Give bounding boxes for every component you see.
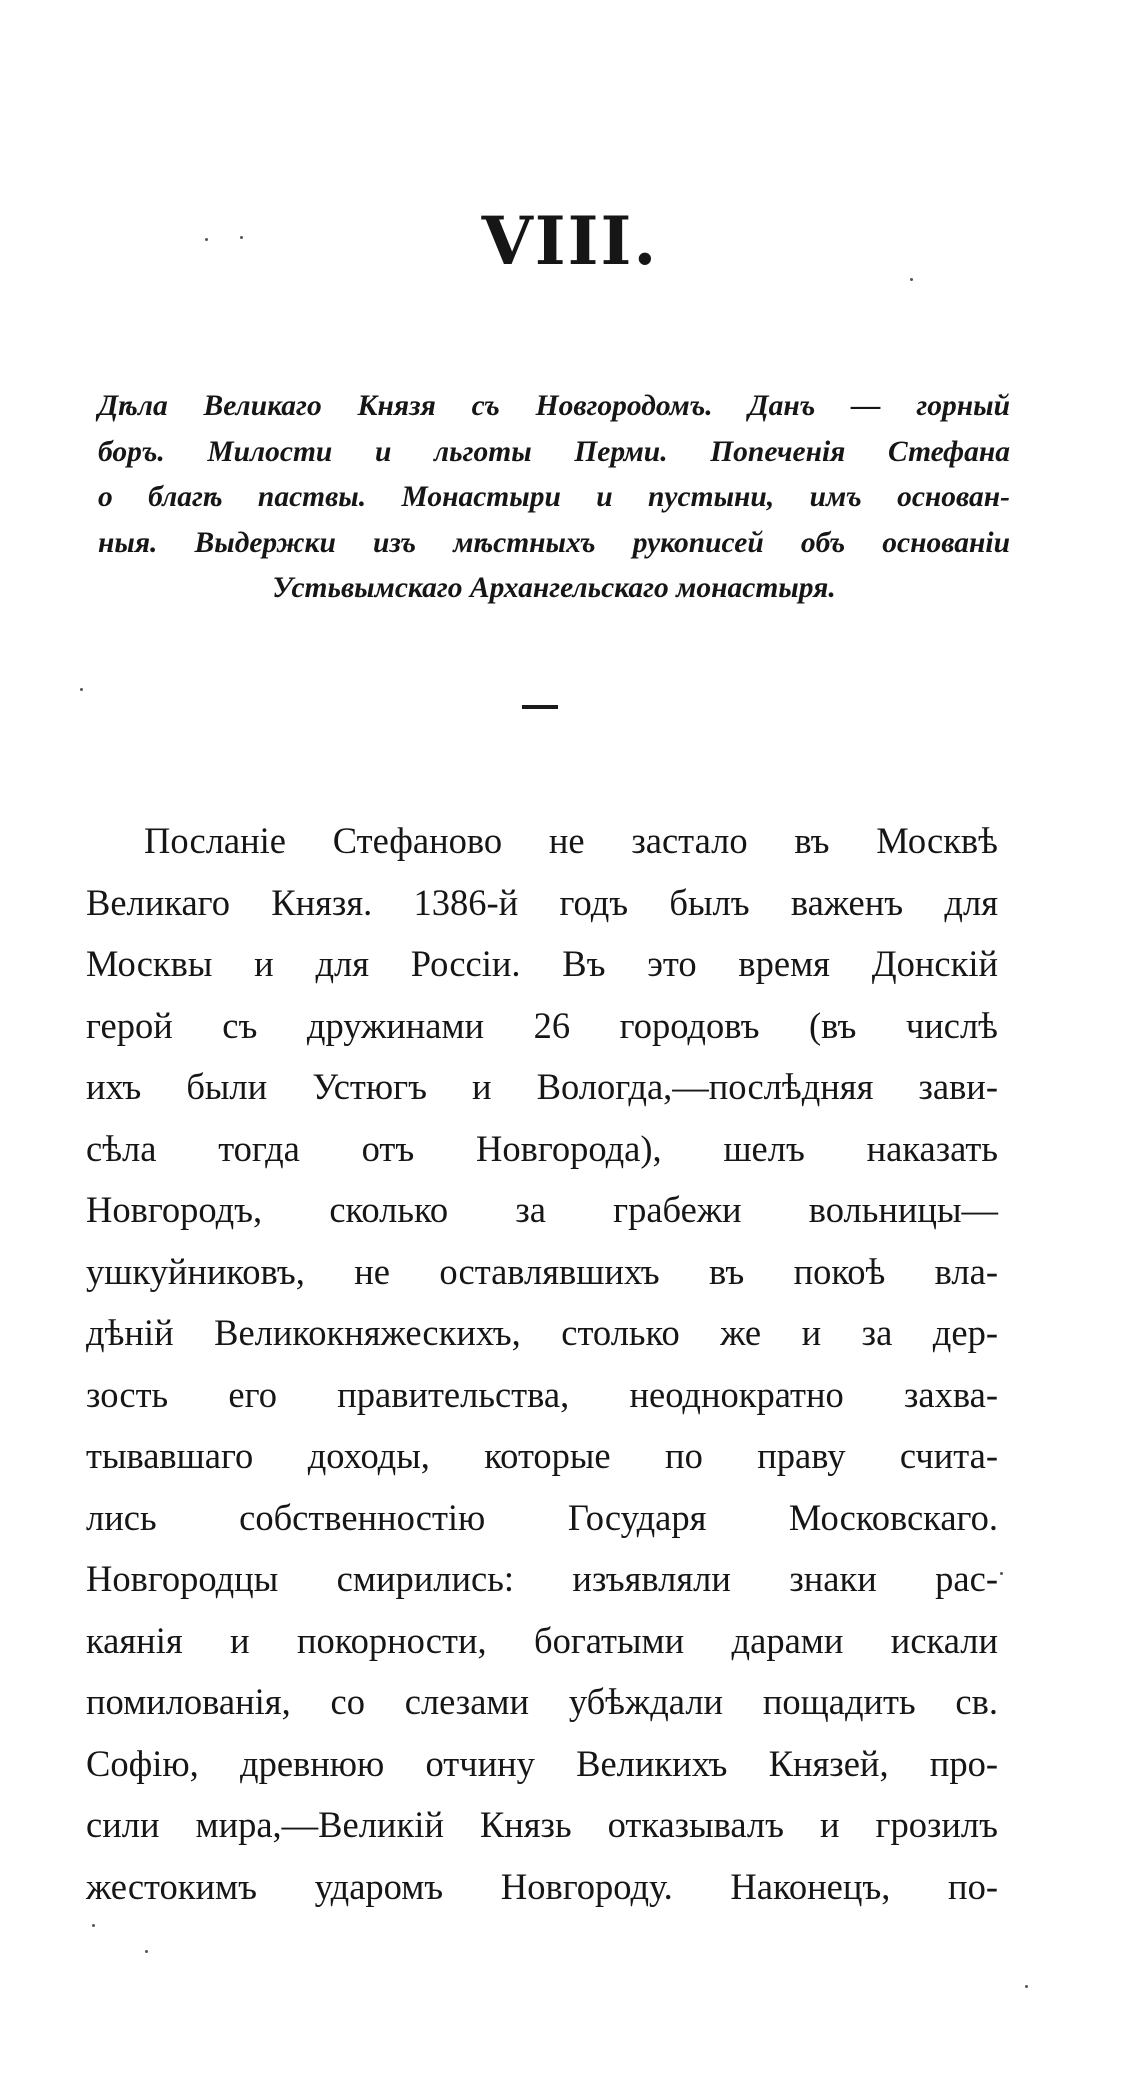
body-text [86, 810, 998, 1917]
scan-speck [1025, 1985, 1028, 1988]
body-line: ихъ были Устюгъ и Вологда,—послѣдняя зави- [86, 1066, 998, 1107]
body-line: Софію, древнюю отчину Великихъ Князей, про- [86, 1742, 998, 1784]
summary-line: боръ. Милости и льготы Перми. Попеченія Стефана [98, 435, 1010, 468]
body-line: тывавшаго доходы, которые по праву счита- [86, 1435, 998, 1476]
body-line: Москвы и для Россіи. Въ это время Донскій [86, 943, 998, 984]
body-line: сили мира,—Великій Князь отказывалъ и грозилъ [86, 1804, 998, 1845]
summary-line: Дѣла Великаго Князя съ Новгородомъ. Данъ — горный [98, 390, 1010, 422]
summary-line: ныя. Выдержки изъ мѣстныхъ рукописей объ основаніи [98, 526, 1010, 559]
scan-speck [240, 236, 243, 239]
body-line: Посланіе Стефаново не застало въ Москвѣ [144, 820, 998, 861]
body-line: лись собственностію Государя Московскаго. [86, 1496, 998, 1538]
body-line: зость его правительства, неоднократно захва- [86, 1373, 998, 1415]
scan-speck [1000, 1572, 1003, 1575]
body-line: герой съ дружинами 26 городовъ (въ числѣ [86, 1004, 998, 1046]
summary-line: Устьвымскаго Архангельскаго монастыря. [272, 572, 836, 604]
body-line: ушкуйниковъ, не оставлявшихъ въ покоѣ вла- [86, 1250, 998, 1292]
scan-speck [910, 278, 913, 281]
scan-speck [92, 1924, 95, 1927]
body-line: Новгородъ, сколько за грабежи вольницы— [86, 1189, 998, 1230]
body-line: Новгородцы смирились: изъявляли знаки рас- [86, 1558, 998, 1599]
body-line: Великаго Князя. 1386-й годъ былъ важенъ для [86, 881, 998, 923]
body-line: дѣній Великокняжескихъ, столько же и за дер- [86, 1312, 998, 1353]
scan-speck [205, 238, 208, 241]
body-line: каянія и покорности, богатыми дарами искали [86, 1619, 998, 1661]
chapter-number: VIII. [481, 202, 659, 280]
scan-speck [80, 688, 83, 691]
body-line: жестокимъ ударомъ Новгороду. Наконецъ, по- [86, 1865, 998, 1907]
summary-line: о благѣ паствы. Монастыри и пустыни, имъ основан- [98, 481, 1010, 513]
chapter-summary [98, 384, 1010, 612]
body-line: помилованія, со слезами убѣждали пощадить св. [86, 1681, 998, 1722]
section-divider [522, 705, 558, 709]
body-line: сѣла тогда отъ Новгорода), шелъ наказать [86, 1127, 998, 1169]
scan-speck [145, 1950, 148, 1953]
